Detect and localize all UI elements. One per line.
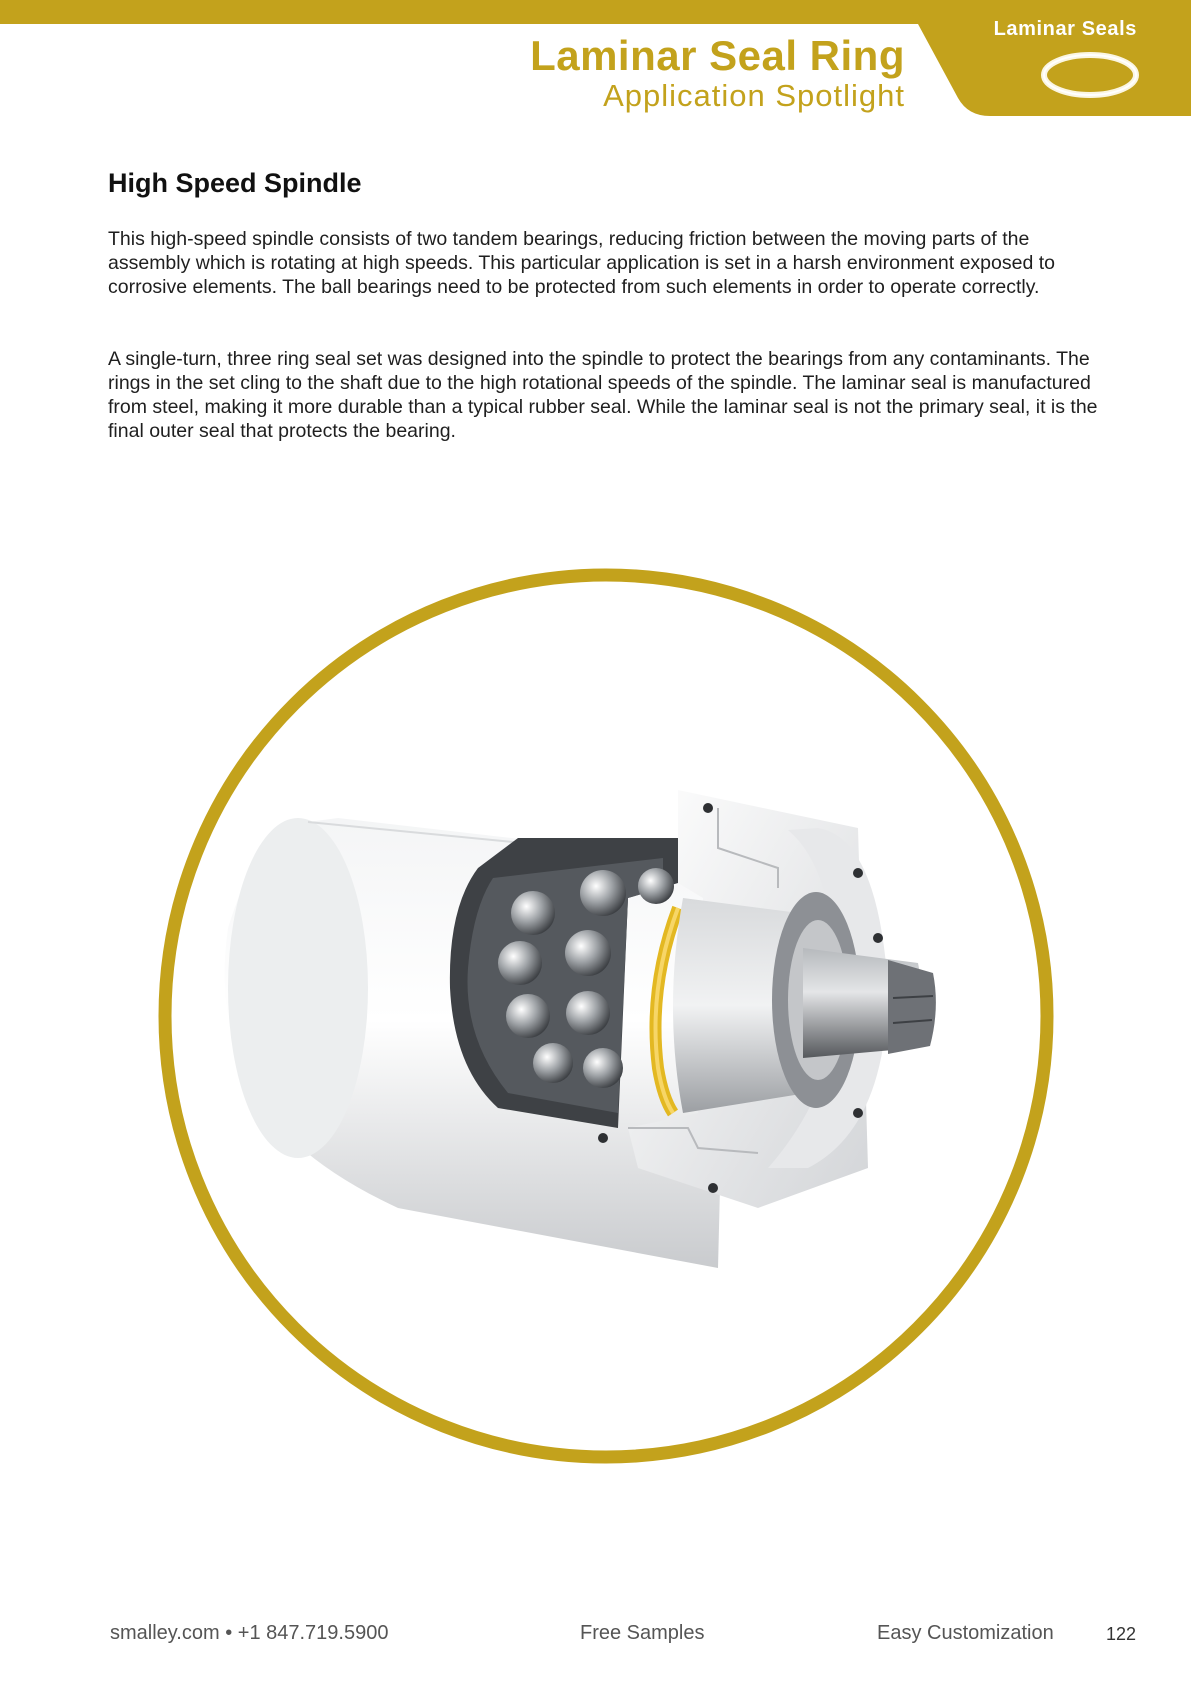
page-title: Laminar Seal Ring [530, 32, 905, 79]
footer-contact: smalley.com • +1 847.719.5900 [110, 1622, 389, 1644]
section-heading: High Speed Spindle [108, 168, 362, 198]
page-number: 122 [1106, 1624, 1137, 1644]
paragraph-intro: This high-speed spindle consists of two tandem bearings, reducing friction between the moving parts of the assembly which is rotating at high speeds. This particular application is set in a harsh environment exposed to corrosive elements. The ball bearings need to be protected from such elements in order to operate correctly. [108, 228, 1055, 298]
paragraph-seal-design: A single-turn, three ring seal set was designed into the spindle to protect the bearings from any contaminants. The rings in the set cling to the shaft due to the high rotational speeds of the spindle. The laminar seal is manufactured from steel, making it more durable than a typical rubber seal. While the laminar seal is not the primary seal, it is the final outer seal that protects the bearing. [108, 348, 1098, 442]
page-subtitle: Application Spotlight [603, 78, 905, 113]
spindle-cutaway-illustration [158, 568, 1054, 1464]
seal-ring-icon [1038, 48, 1142, 102]
footer-easy-customization: Easy Customization [877, 1622, 1054, 1644]
tab-label: Laminar Seals [993, 18, 1137, 40]
footer-free-samples: Free Samples [580, 1622, 705, 1644]
